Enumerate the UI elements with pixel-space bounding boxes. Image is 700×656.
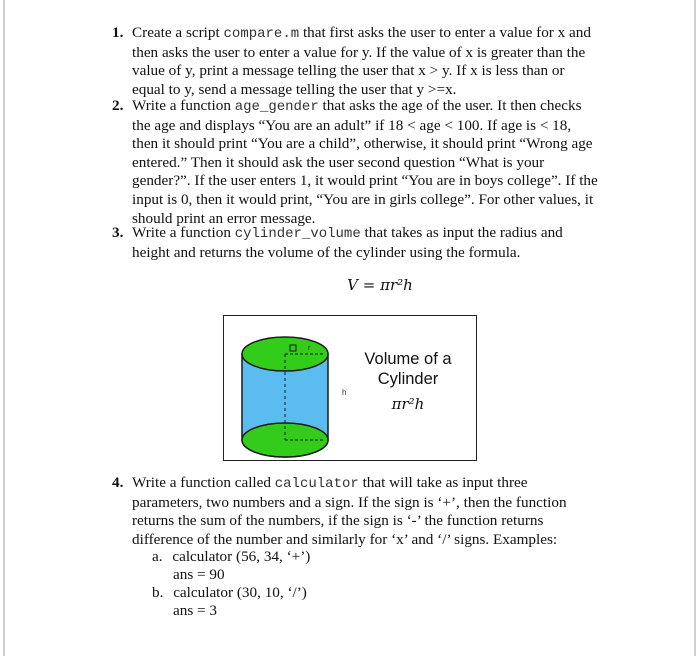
question-number: 3. <box>112 224 124 241</box>
text-line: then asks the user to enter a value for y. If the value of x is greater than the <box>132 43 586 61</box>
example-call: calculator (56, 34, ‘+’) <box>172 548 311 565</box>
question-text <box>132 474 612 549</box>
text-line: Write a function called calculator that will take as input three <box>132 474 528 492</box>
question-text <box>132 97 612 228</box>
text-line: Write a function age_gender that asks the age of the user. It then checks <box>132 97 582 115</box>
figure-formula: πr²h <box>391 395 425 413</box>
height-label: h <box>342 388 347 397</box>
example-label: a. <box>152 548 163 565</box>
example-b <box>152 584 307 603</box>
text-line: parameters, two numbers and a sign. If the sign is ‘+’, then the function <box>132 493 567 511</box>
text-line: Create a script compare.m that first asks the user to enter a value for x and <box>132 24 591 42</box>
cylinder-icon <box>224 316 347 460</box>
right-border <box>694 0 696 656</box>
text-line: the age and displays “You are an adult” if 18 < age < 100. If age is < 18, <box>132 116 572 134</box>
question-number: 4. <box>112 474 124 491</box>
example-a-result: ans = 90 <box>173 566 225 583</box>
text-line: Write a function cylinder_volume that takes as input the radius and <box>132 224 563 242</box>
question-number: 2. <box>112 97 124 114</box>
text-line: height and returns the volume of the cylinder using the formula. <box>132 243 521 261</box>
question-2 <box>112 97 612 228</box>
question-1 <box>112 24 612 99</box>
text-line: should print an error message. <box>132 209 316 227</box>
question-text <box>132 24 612 99</box>
text-line: equal to y, send a message telling the user that y >=x. <box>132 80 457 98</box>
text-line: then it should print “You are a child”, otherwise, it should print “Wrong age <box>132 135 593 153</box>
code-name: calculator <box>274 476 359 492</box>
example-call: calculator (30, 10, ‘/’) <box>173 584 307 601</box>
volume-formula: V = πr²h <box>347 276 413 294</box>
cylinder-figure <box>223 315 477 461</box>
example-label: b. <box>152 584 164 601</box>
question-3 <box>112 224 612 262</box>
text-line: returns the sum of the numbers, if the sign is ‘-’ the function returns <box>132 512 544 530</box>
text-line: value of y, print a message telling the user that x > y. If x is less than or <box>132 62 565 80</box>
example-b-result: ans = 3 <box>173 602 217 619</box>
radius-label: r <box>308 345 311 352</box>
text-line: entered.” Then it should ask the user second question “What is your <box>132 153 545 171</box>
code-name: cylinder_volume <box>234 226 361 242</box>
code-name: compare.m <box>223 26 300 42</box>
text-line: difference of the number and similarly for ‘x’ and ‘/’ signs. Examples: <box>132 530 558 548</box>
question-number: 1. <box>112 24 124 41</box>
text-line: gender?”. If the user enters 1, it would print “You are in boys college”. If the <box>132 172 598 190</box>
figure-caption: Volume of a Cylinder <box>364 350 452 388</box>
code-name: age_gender <box>234 99 319 115</box>
example-a <box>152 548 310 567</box>
left-border <box>3 0 5 656</box>
question-4 <box>112 474 612 549</box>
text-line: input is 0, then it would print, “You are in girls college”. For other values, it <box>132 190 594 208</box>
question-text <box>132 224 612 262</box>
